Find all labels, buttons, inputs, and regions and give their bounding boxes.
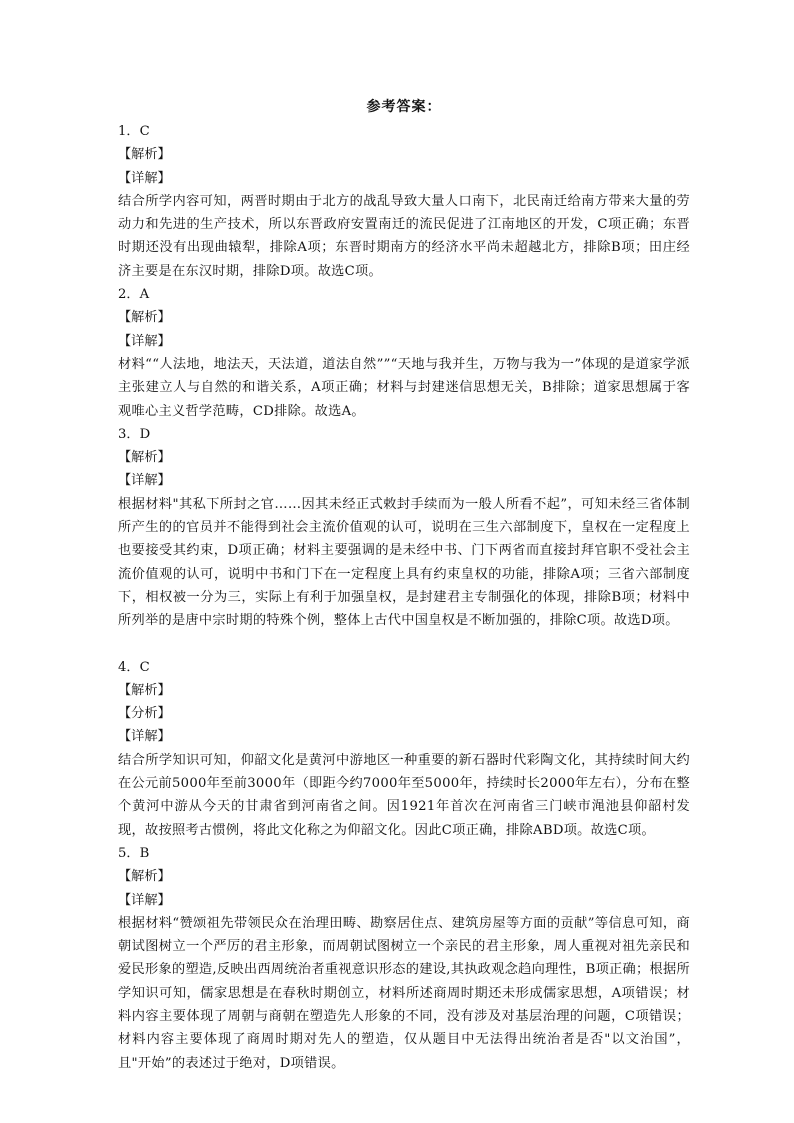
- answer-number: 4．C: [118, 659, 150, 675]
- tag-detail: 【详解】: [118, 729, 171, 745]
- answer-number: 1．C: [118, 124, 150, 139]
- tag-analysis: 【解析】: [118, 147, 171, 163]
- tag-detail: 【详解】: [118, 170, 171, 186]
- tag-detail: 【详解】: [118, 333, 171, 349]
- answer-number: 2．A: [118, 287, 150, 303]
- tag-analysis: 【解析】: [118, 450, 171, 466]
- blank-line: [118, 633, 690, 656]
- explanation-paragraph: 材料““人法地，地法天，天法道，道法自然””“天地与我并生，万物与我为一”体现的是道家学派主张建立人与自然的和谐关系，A项正确；材料与封建迷信思想无关，B排除；道家思想属于客观唯心主义哲学范畴，CD排除。故选A。: [118, 356, 690, 419]
- explanation-paragraph: 根据材料“赞颂祖先带领民众在治理田畴、勘察居住点、建筑房屋等方面的贡献”等信息可知，商朝试图树立一个严厉的君主形象，而周朝试图树立一个亲民的君主形象，周人重视对祖先亲民和爱民形象的塑造,反映出西周统治者重视意识形态的建设,其执政观念趋向理性，B项正确；根据所学知识可知，儒家思想是在春秋时期创立，材料所述商周时期还未形成儒家思想，A项错误；材料内容主要体现了周朝与商朝在塑造先人形象的不同，没有涉及对基层治理的问题，C项错误；材料内容主要体现了商周时期对先人的塑造，仅从题目中无法得出统治者是否"以文治国”，且"开始”的表述过于绝对，D项错误。: [118, 915, 690, 1071]
- tag-detail: 【详解】: [118, 473, 171, 489]
- tag-analysis: 【解析】: [118, 869, 171, 885]
- answer-item-1: [118, 120, 690, 283]
- page-title: 参考答案：: [366, 99, 442, 115]
- answer-item-2: [118, 283, 690, 423]
- answer-item-4: [118, 656, 690, 842]
- explanation-paragraph: 根据材料"其私下所封之官……因其未经正式敕封手续而为一般人所看不起”，可知未经三省体制所产生的的官员并不能得到社会主流价值观的认可，说明在三生六部制度下，皇权在一定程度上也要接受其约束，D项正确；材料主要强调的是未经中书、门下两省而直接封拜官职不受社会主流价值观的认可，说明中书和门下在一定程度上具有约束皇权的功能，排除A项；三省六部制度下，相权被一分为三，实际上有利于加强皇权，是封建君主专制强化的体现，排除B项；材料中所列举的是唐中宗时期的特殊个例，整体上古代中国皇权是不断加强的，排除C项。故选D项。: [118, 496, 690, 629]
- answer-number: 3．D: [118, 426, 151, 442]
- tag-analysis-2: 【分析】: [118, 706, 171, 722]
- tag-analysis: 【解析】: [118, 682, 171, 698]
- tag-detail: 【详解】: [118, 892, 171, 908]
- answer-sheet: [118, 96, 690, 1075]
- explanation-paragraph: 结合所学知识可知，仰韶文化是黄河中游地区一种重要的新石器时代彩陶文化，其持续时间大约在公元前5000年至前3000年（即距今约7000年至5000年，持续时长2000年左右），分布在整个黄河中游从今天的甘肃省到河南省之间。因1921年首次在河南省三门峡市渑池县仰韶村发现，故按照考古惯例，将此文化称之为仰韶文化。因此C项正确，排除ABD项。故选C项。: [118, 752, 690, 838]
- tag-analysis: 【解析】: [118, 310, 171, 326]
- answer-item-5: [118, 842, 690, 1075]
- answer-item-3: [118, 423, 690, 633]
- explanation-paragraph: 结合所学内容可知，两晋时期由于北方的战乱导致大量人口南下，北民南迁给南方带来大量的劳动力和先进的生产技术，所以东晋政府安置南迁的流民促进了江南地区的开发，C项正确；东晋时期还没有出现曲辕犁，排除A项；东晋时期南方的经济水平尚未超越北方，排除B项；田庄经济主要是在东汉时期，排除D项。故选C项。: [118, 193, 690, 279]
- answer-number: 5．B: [118, 845, 150, 861]
